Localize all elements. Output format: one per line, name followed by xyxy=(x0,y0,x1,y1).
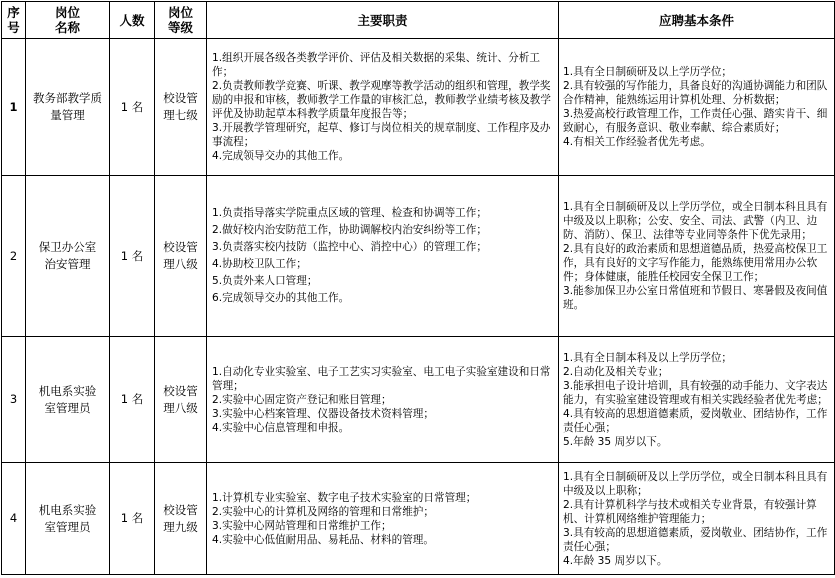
header-seq: 序号 xyxy=(2,2,26,39)
header-requirements: 应聘基本条件 xyxy=(559,2,835,39)
grade-text: 校设管理九级 xyxy=(163,502,198,534)
table-row xyxy=(2,337,835,463)
requirement-item: 5.年龄 35 周岁以下。 xyxy=(563,435,668,448)
grade-text: 校设管理八级 xyxy=(163,383,198,415)
row-requirements xyxy=(559,176,835,337)
header-row xyxy=(2,2,835,39)
row-seq: 2 xyxy=(2,176,26,337)
duty-item: 4.完成领导交办的其他工作。 xyxy=(212,150,350,162)
row-grade xyxy=(155,337,207,463)
duty-item: 2.实验中心固定资产登记和账目管理； xyxy=(212,393,392,406)
grade-text: 校设管理八级 xyxy=(163,240,198,271)
row-requirements xyxy=(559,39,835,176)
row-position xyxy=(26,39,110,176)
header-count: 人数 xyxy=(110,2,155,39)
duty-item: 5.负责外来人口管理； xyxy=(212,275,318,287)
table-row xyxy=(2,463,835,575)
duty-item: 1.自动化专业实验室、电子工艺实习实验室、电工电子实验室建设和日常管理； xyxy=(212,365,551,392)
requirement-item: 3.能承担电子设计培训，具有较强的动手能力、文字表达能力，有实验室建设管理或有相关实践经验者优先考虑； xyxy=(563,379,828,406)
requirement-item: 4.具有较高的思想道德素质，爱岗敬业、团结协作，工作责任心强； xyxy=(563,407,828,434)
requirement-item: 3.热爱高校行政管理工作，工作责任心强、踏实肯干、细致耐心，有服务意识、敬业奉献、综合素质好； xyxy=(563,108,828,134)
requirement-item: 2.具有较强的写作能力，具备良好的沟通协调能力和团队合作精神，能熟练运用计算机处理、分析数据； xyxy=(563,80,828,106)
row-grade xyxy=(155,176,207,337)
requirement-item: 2.具有良好的政治素质和思想道德品质，热爱高校保卫工作，具有良好的文字写作能力，能熟练使用常用办公软件；身体健康，能胜任校园安全保卫工作； xyxy=(563,243,828,283)
duty-item: 2.负责教师教学竞赛、听课、教学观摩等教学活动的组织和管理，教学奖励的申报和审核，教师教学工作量的审核汇总，教师教学业绩考核及教学评优及协助起草本科教学质量年度报告等； xyxy=(212,80,551,120)
duty-item: 2.实验中心的计算机及网络的管理和日常维护； xyxy=(212,505,434,518)
requirement-item: 4.有相关工作经验者优先考虑。 xyxy=(563,136,711,148)
row-requirements xyxy=(559,337,835,463)
row-duties xyxy=(207,463,559,575)
row-count: 1 名 xyxy=(110,176,155,337)
duty-item: 3.负责落实校内技防（监控中心、消控中心）的管理工作； xyxy=(212,241,487,253)
row-count: 1 名 xyxy=(110,337,155,463)
duty-item: 6.完成领导交办的其他工作。 xyxy=(212,292,350,304)
row-count: 1 名 xyxy=(110,463,155,575)
requirement-item: 4.年龄 35 周岁以下。 xyxy=(563,554,668,567)
position-text: 教务部教学质量管理 xyxy=(33,91,102,122)
duty-item: 1.计算机专业实验室、数字电子技术实验室的日常管理； xyxy=(212,491,477,504)
row-requirements xyxy=(559,463,835,575)
recruitment-table xyxy=(1,1,835,575)
requirement-item: 3.能参加保卫办公室日常值班和节假日、寒暑假及夜间值班。 xyxy=(563,285,828,311)
duty-item: 3.实验中心档案管理、仪器设备技术资料管理； xyxy=(212,407,434,420)
requirement-item: 1.具有全日制本科及以上学历学位； xyxy=(563,351,733,364)
row-grade xyxy=(155,39,207,176)
table-row xyxy=(2,176,835,337)
requirement-item: 2.自动化及相关专业； xyxy=(563,365,669,378)
row-duties xyxy=(207,176,559,337)
requirement-item: 1.具有全日制硕研及以上学历学位，或全日制本科且具有中级及以上职称； xyxy=(563,470,828,497)
row-duties xyxy=(207,39,559,176)
position-text: 保卫办公室治安管理 xyxy=(38,240,97,271)
position-text: 机电系实验室管理员 xyxy=(38,502,97,534)
requirement-item: 2.具有计算机科学与技术或相关专业背景，有较强计算机、计算机网络维护管理能力； xyxy=(563,498,817,525)
position-text: 机电系实验室管理员 xyxy=(38,383,97,415)
requirement-item: 1.具有全日制硕研及以上学历学位，或全日制本科且具有中级及以上职称；公安、安全、司法、武警（内卫、边防、消防）、保卫、法律等专业同等条件下优先录用； xyxy=(563,201,828,241)
row-position xyxy=(26,337,110,463)
table-row xyxy=(2,39,835,176)
duty-item: 1.负责指导落实学院重点区域的管理、检查和协调等工作； xyxy=(212,207,487,219)
duty-item: 2.做好校内治安防范工作，协助调解校内治安纠纷等工作； xyxy=(212,224,487,236)
duty-item: 1.组织开展各级各类教学评价、评估及相关数据的采集、统计、分析工作； xyxy=(212,52,540,78)
row-grade xyxy=(155,463,207,575)
grade-text: 校设管理七级 xyxy=(163,91,198,122)
duty-item: 3.实验中心网站管理和日常维护工作； xyxy=(212,519,392,532)
row-duties xyxy=(207,337,559,463)
header-duties: 主要职责 xyxy=(207,2,559,39)
duty-item: 4.实验中心信息管理和申报。 xyxy=(212,421,350,434)
requirement-item: 3.具有较高的思想道德素质，爱岗敬业、团结协作，工作责任心强； xyxy=(563,526,828,553)
row-seq: 1 xyxy=(2,39,26,176)
header-grade: 岗位等级 xyxy=(155,2,207,39)
duty-item: 3.开展教学管理研究，起草、修订与岗位相关的规章制度、工作程序及办事流程； xyxy=(212,122,551,148)
row-position xyxy=(26,463,110,575)
row-seq: 3 xyxy=(2,337,26,463)
row-position xyxy=(26,176,110,337)
row-count: 1 名 xyxy=(110,39,155,176)
header-position: 岗位名称 xyxy=(26,2,110,39)
requirement-item: 1.具有全日制硕研及以上学历学位； xyxy=(563,66,733,78)
duty-item: 4.实验中心低值耐用品、易耗品、材料的管理。 xyxy=(212,533,434,546)
duty-item: 4.协助校卫队工作； xyxy=(212,258,307,270)
row-seq: 4 xyxy=(2,463,26,575)
